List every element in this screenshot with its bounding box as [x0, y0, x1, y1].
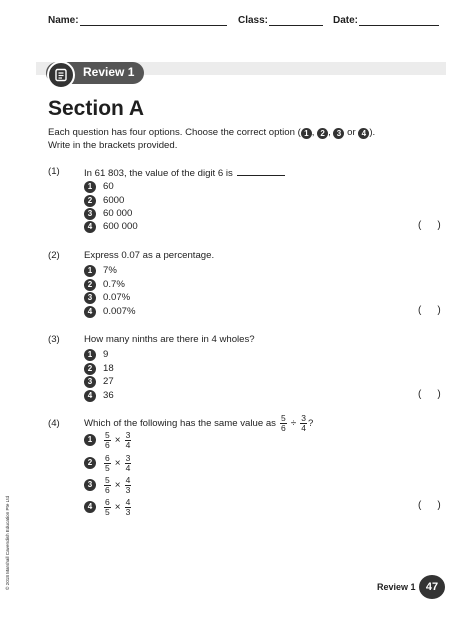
name-field[interactable] — [80, 25, 227, 26]
option-3[interactable]: 3 0.07% — [84, 291, 130, 304]
answer-bracket[interactable]: ( ) — [418, 500, 441, 511]
document-icon — [47, 61, 75, 89]
answer-bracket[interactable]: ( ) — [418, 220, 441, 231]
banner-label: Review 1 — [83, 65, 135, 79]
option-1[interactable]: 1 $\frac{5}{6}$ × $\frac{3}{4}$ — [84, 429, 132, 451]
section-title: Section A — [48, 97, 145, 120]
answer-bracket[interactable]: ( ) — [418, 389, 441, 400]
name-label: Name: — [48, 15, 79, 26]
option-2[interactable]: 2 6000 — [84, 194, 124, 207]
option-4[interactable]: 4 0.007% — [84, 305, 136, 318]
option-2[interactable]: 2 $\frac{6}{5}$ × $\frac{3}{4}$ — [84, 452, 132, 474]
page-number: 47 — [419, 575, 445, 599]
question-text: Express 0.07 as a percentage. — [84, 250, 215, 261]
question-number: (1) — [48, 166, 60, 177]
option-2[interactable]: 2 18 — [84, 362, 114, 375]
class-field[interactable] — [269, 25, 323, 26]
question-number: (2) — [48, 250, 60, 261]
date-label: Date: — [333, 15, 359, 26]
footer-label: Review 1 — [377, 582, 416, 592]
option-3[interactable]: 3 60 000 — [84, 207, 132, 220]
answer-blank — [237, 166, 285, 176]
question-number: (3) — [48, 334, 60, 345]
option-2[interactable]: 2 0.7% — [84, 278, 125, 291]
copyright-notice: © 2018 Marshall Cavendish Education Pte Ltd — [5, 495, 10, 590]
option-1[interactable]: 1 9 — [84, 348, 108, 361]
option-3[interactable]: 3 27 — [84, 375, 114, 388]
option-1[interactable]: 1 7% — [84, 264, 117, 277]
date-field[interactable] — [359, 25, 439, 26]
question-text: In 61 803, the value of the digit 6 is — [84, 166, 285, 179]
question-text: How many ninths are there in 4 wholes? — [84, 334, 255, 345]
option-1[interactable]: 1 60 — [84, 180, 114, 193]
answer-bracket[interactable]: ( ) — [418, 305, 441, 316]
instructions: Each question has four options. Choose the correct option ( 1 , 2 , 3 or 4 ). Write in the brackets provided. — [48, 127, 376, 151]
option-3[interactable]: 3 $\frac{5}{6}$ × $\frac{4}{3}$ — [84, 474, 132, 496]
question-number: (4) — [48, 418, 60, 429]
option-4[interactable]: 4 $\frac{6}{5}$ × $\frac{4}{3}$ — [84, 496, 132, 518]
option-4[interactable]: 4 600 000 — [84, 220, 138, 233]
option-4[interactable]: 4 36 — [84, 389, 114, 402]
question-text: Which of the following has the same value as $\frac{5}{6}$ ÷ $\frac{3}{4}$ ? — [84, 412, 314, 433]
class-label: Class: — [238, 15, 269, 26]
